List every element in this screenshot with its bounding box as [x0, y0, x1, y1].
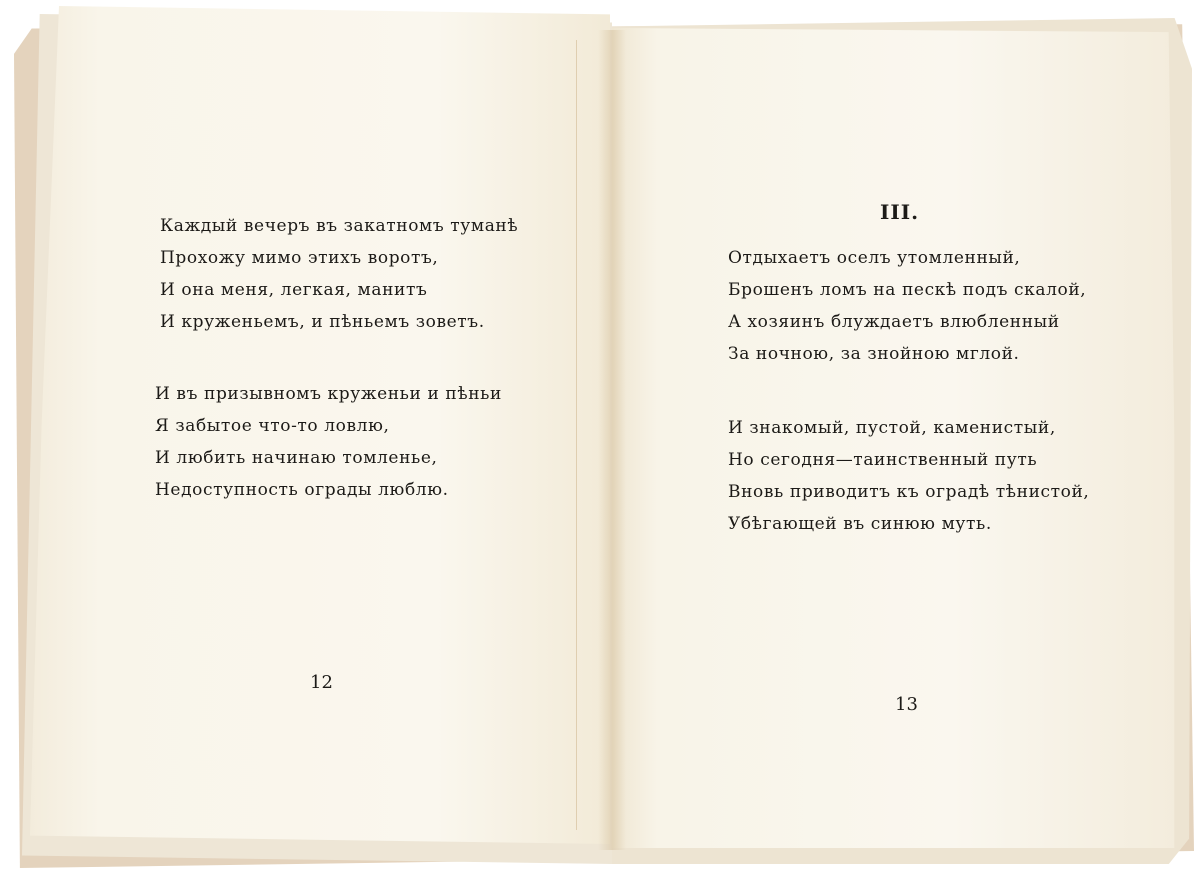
verse-line: И знакомый, пустой, каменистый,: [728, 418, 1056, 438]
verse-line: Брошенъ ломъ на пескѣ подъ скалой,: [728, 280, 1087, 300]
page-number-right: 13: [895, 694, 918, 715]
verse-line: За ночною, за знойною мглой.: [728, 344, 1020, 364]
verse-line: Вновь приводитъ къ оградѣ тѣнистой,: [728, 482, 1090, 502]
right-stanza-1: [728, 242, 1086, 370]
page-number-left: 12: [310, 672, 333, 693]
chapter-heading: III.: [880, 200, 920, 224]
verse-line: Убѣгающей въ синюю муть.: [728, 514, 992, 534]
verse-line: Но сегодня—таинственный путь: [728, 450, 1038, 470]
verse-line: Недоступность ограды люблю.: [155, 480, 449, 500]
verse-line: Отдыхаетъ оселъ утомленный,: [728, 248, 1021, 268]
verse-line: А хозяинъ блуждаетъ влюбленный: [728, 312, 1060, 332]
book-gutter: [598, 30, 626, 850]
left-stanza-1: [160, 210, 518, 338]
verse-line: И она меня, легкая, манитъ: [160, 280, 428, 300]
verse-line: Каждый вечеръ въ закатномъ туманѣ: [160, 216, 519, 236]
verse-line: Я забытое что-то ловлю,: [155, 416, 390, 436]
verse-line: И круженьемъ, и пѣньемъ зоветъ.: [160, 312, 485, 332]
verse-line: И въ призывномъ круженьи и пѣньи: [155, 384, 502, 404]
verse-line: И любить начинаю томленье,: [155, 448, 438, 468]
right-stanza-2: [728, 412, 1089, 540]
page-crease: [576, 40, 585, 830]
verse-line: Прохожу мимо этихъ воротъ,: [160, 248, 439, 268]
left-stanza-2: [155, 378, 502, 506]
